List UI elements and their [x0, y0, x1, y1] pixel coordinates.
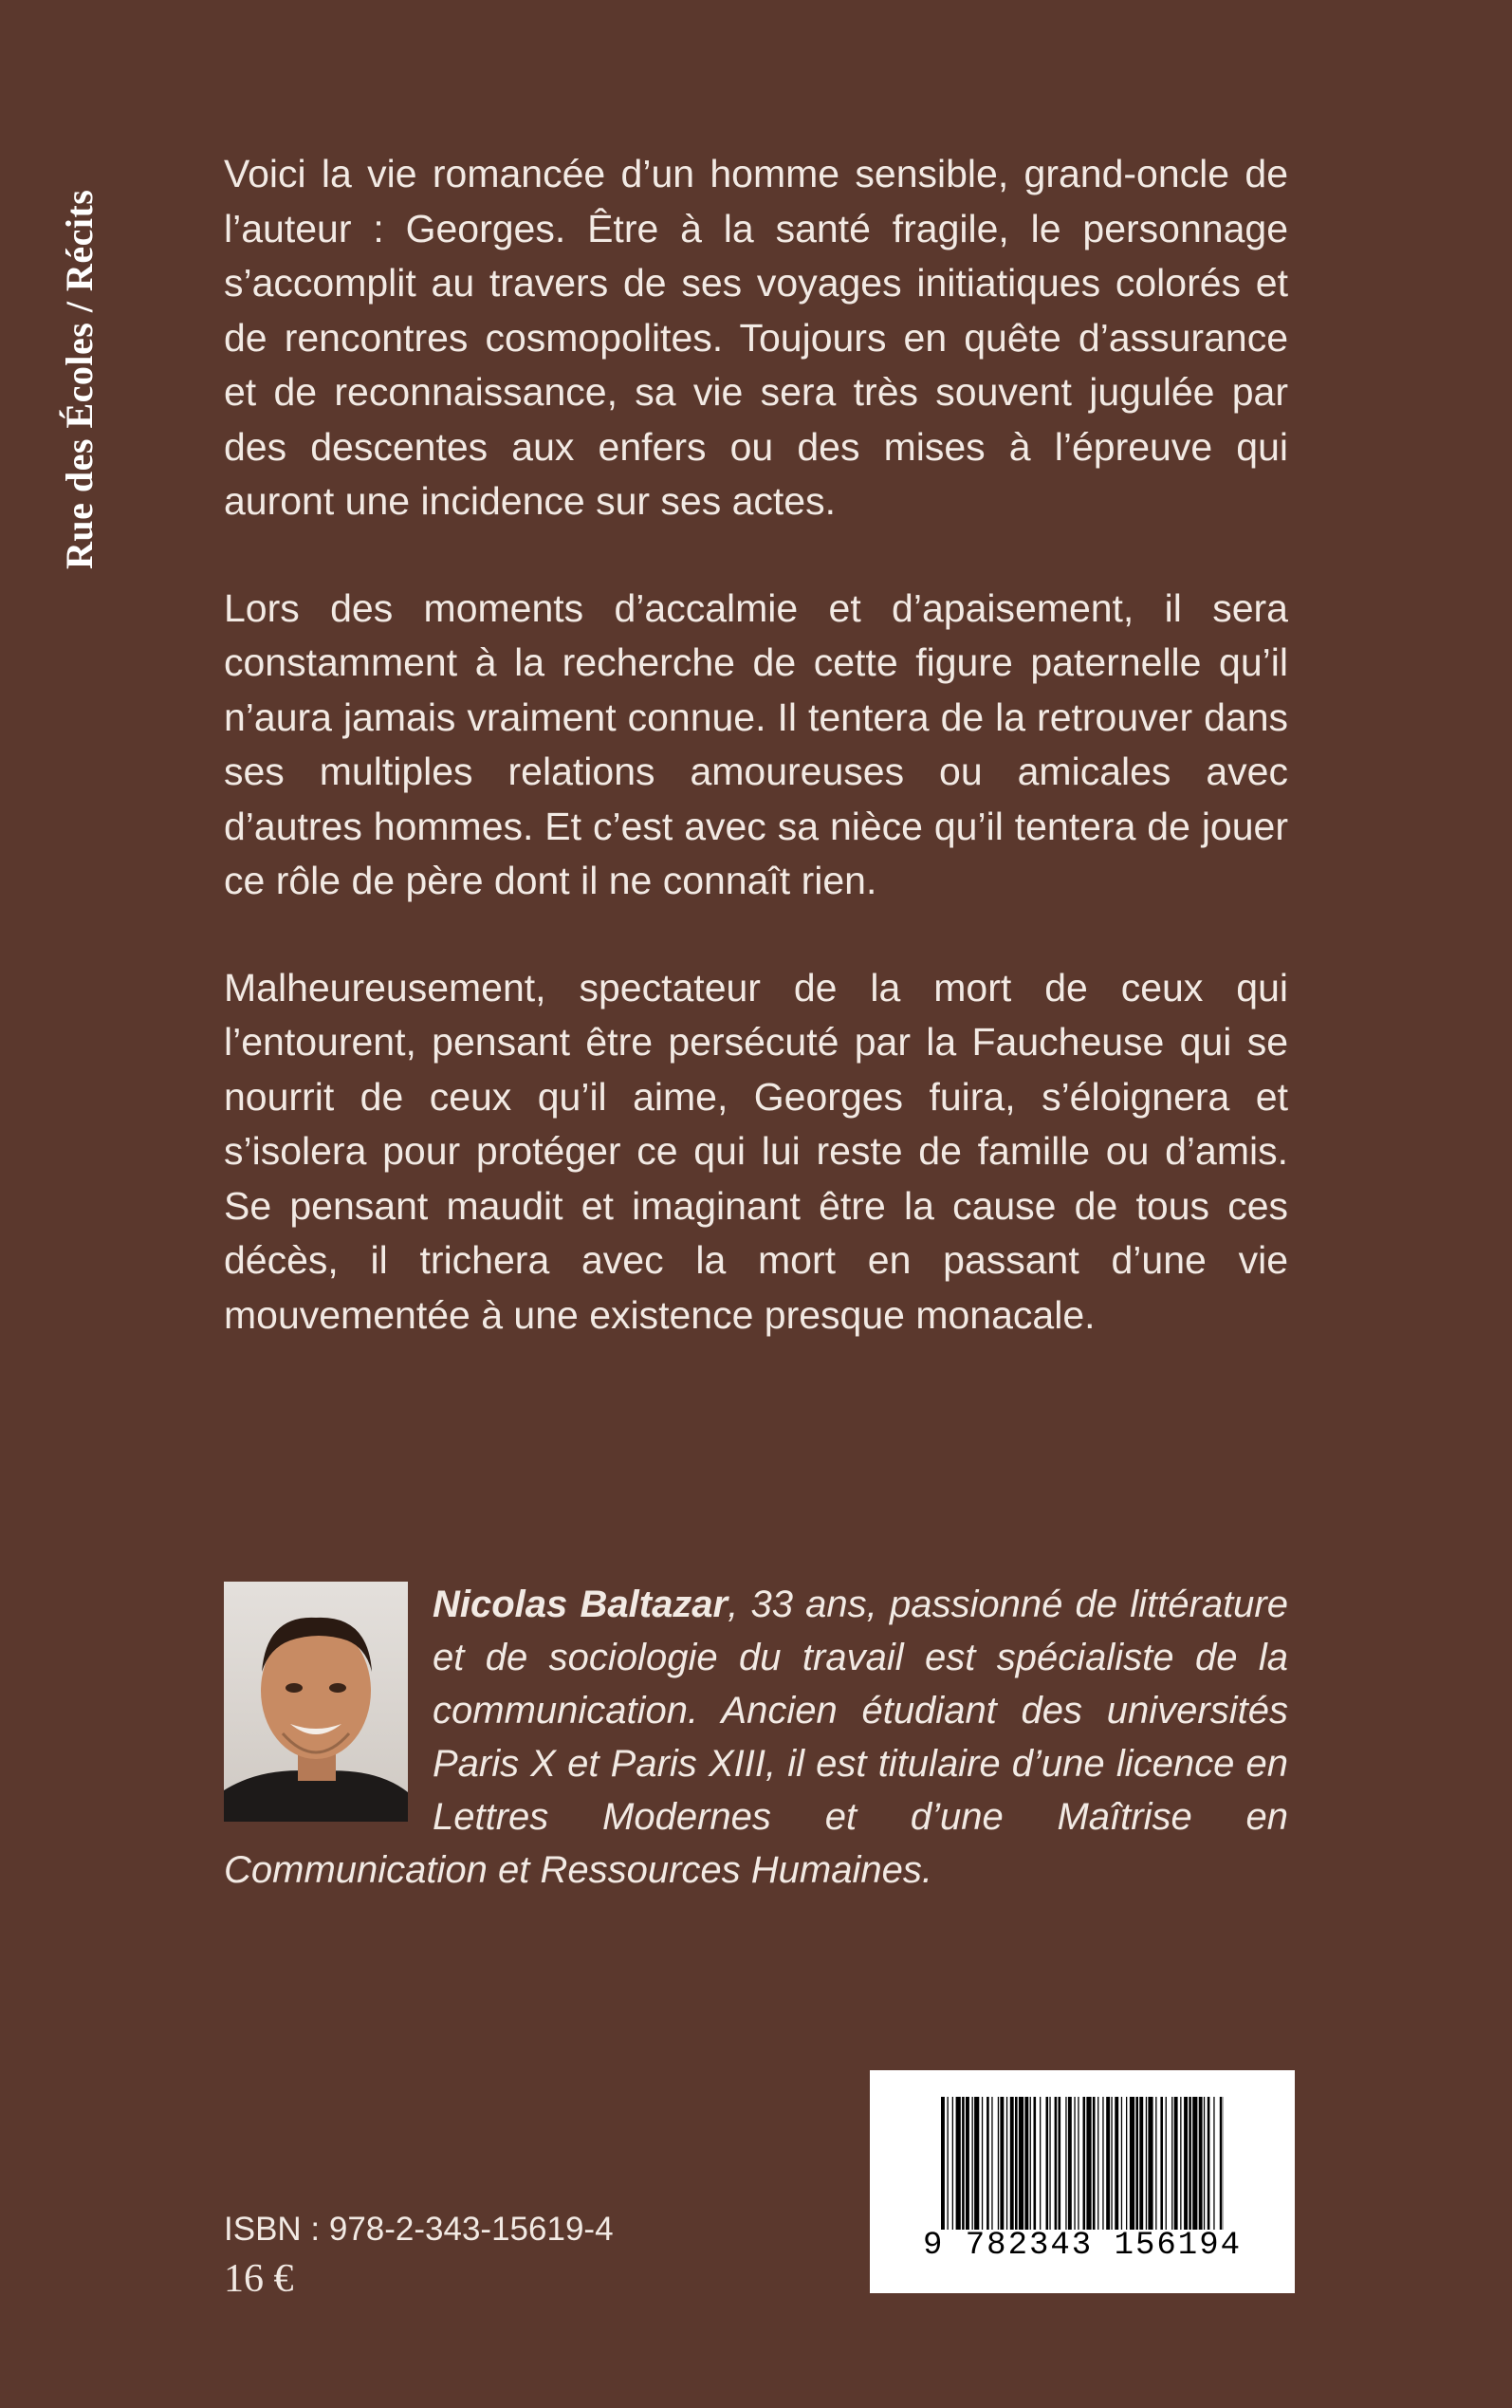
barcode-bar [1166, 2097, 1167, 2230]
isbn-barcode [870, 2070, 1295, 2293]
barcode-bar [1148, 2097, 1152, 2230]
barcode-bar [948, 2097, 949, 2230]
price: 16 € [224, 2257, 294, 2301]
barcode-bar [1180, 2097, 1181, 2230]
barcode-bar [998, 2097, 999, 2230]
barcode-bar [1030, 2097, 1031, 2230]
barcode-bar [1074, 2097, 1075, 2230]
barcode-bar [1115, 2097, 1118, 2230]
author-photo [224, 1582, 408, 1822]
barcode-bar [1121, 2097, 1122, 2230]
barcode-bar [1000, 2097, 1004, 2230]
barcode-bar [1102, 2097, 1103, 2230]
barcode-bar [1040, 2097, 1041, 2230]
barcode-bar [1010, 2097, 1014, 2230]
barcode-bar [1220, 2097, 1223, 2230]
barcode-bar [1083, 2097, 1086, 2230]
barcode-bar [1126, 2097, 1127, 2230]
barcode-bar [1019, 2097, 1023, 2230]
barcode-bar [1034, 2097, 1037, 2230]
barcode-bar [1055, 2097, 1058, 2230]
spine-series-label: Rue des Écoles / Récits [58, 189, 101, 569]
barcode-bar [1065, 2097, 1066, 2230]
back-cover-summary [224, 147, 1288, 1395]
isbn-number: ISBN : 978-2-343-15619-4 [224, 2211, 614, 2248]
barcode-bar [1171, 2097, 1172, 2230]
barcode-bar [1199, 2097, 1203, 2230]
barcode-bar [1024, 2097, 1028, 2230]
barcode-bar [1015, 2097, 1018, 2230]
barcode-bar [1097, 2097, 1098, 2230]
barcode-bar [982, 2097, 983, 2230]
summary-paragraph-3: Malheureusement, spectateur de la mort de ceux qui l’entourent, pensant être persécuté par la Faucheuse qui se nourrit de ceux qu’il aime, Georges fuira, s’éloignera et s’isolera pour protéger ce qui lui reste de famille ou d’amis. Se pensant maudit et imaginant être la cause de tous ces décès, il trichera avec la mort en passant d’une vie mouvementée à une existence presque monacale. [224, 965, 1288, 1337]
barcode-bar [972, 2097, 973, 2230]
barcode-bar [1093, 2097, 1096, 2230]
barcode-bar [1086, 2097, 1091, 2230]
barcode-bar [1111, 2097, 1112, 2230]
barcode-bar [1135, 2097, 1138, 2230]
barcode-bar [1208, 2097, 1210, 2230]
barcode-bar [1213, 2097, 1214, 2230]
barcode-bar [1049, 2097, 1050, 2230]
barcode-bar [1160, 2097, 1163, 2230]
barcode-bar [1155, 2097, 1156, 2230]
barcode-bar [1068, 2097, 1072, 2230]
barcode-bar [1192, 2097, 1197, 2230]
barcode-bar [1046, 2097, 1049, 2230]
barcode-bar [962, 2097, 965, 2230]
barcode-bar [1139, 2097, 1143, 2230]
barcode-digits: 9 782343 156194 [922, 2228, 1243, 2264]
summary-paragraph-2: Lors des moments d’accalmie et d’apaisement, il sera constamment à la recherche de cette figure paternelle qu’il n’aura jamais vraiment connue. Il tentera de la retrouver dans ses multiples relations amoureuses ou amicales avec d’autres hommes. Et c’est avec sa nièce qu’il tentera de jouer ce rôle de père dont il ne connaît rien. [224, 585, 1288, 902]
barcode-bar [1106, 2097, 1110, 2230]
barcode-bar [1204, 2097, 1205, 2230]
barcode-bar [991, 2097, 992, 2230]
barcode-bar [1184, 2097, 1188, 2230]
barcode-bar [1174, 2097, 1178, 2230]
barcode-bar [1130, 2097, 1134, 2230]
summary-paragraph-1: Voici la vie romancée d’un homme sensible, grand-oncle de l’auteur : Georges. Être à la santé fragile, le personnage s’accomplit au travers de ses voyages initiatiques colorés et de rencontres cosmopolites. Toujours en quête d’assurance et de reconnaissance, sa vie sera très souvent jugulée par des descentes aux enfers ou des mises à l’épreuve qui auront une incidence sur ses actes. [224, 152, 1288, 523]
barcode-bar [1059, 2097, 1061, 2230]
author-bio-block [224, 1578, 1288, 1897]
barcode-bar [956, 2097, 961, 2230]
barcode-bar [1146, 2097, 1147, 2230]
barcode-bar [952, 2097, 953, 2230]
author-bio: , 33 ans, passionné de littérature et de sociologie du travail est spécialiste de la communication. Ancien étudiant des universités Paris X et Paris XIII, il est titulaire d’une licence en Lettres Modernes et d’une Maîtrise en Communication et Ressources Humaines. [224, 1584, 1288, 1891]
barcode-bar [986, 2097, 989, 2230]
barcode-bars [941, 2097, 1224, 2230]
barcode-bar [974, 2097, 979, 2230]
barcode-bar [1078, 2097, 1079, 2230]
barcode-bar [966, 2097, 969, 2230]
barcode-bar [1189, 2097, 1191, 2230]
barcode-bar [941, 2097, 945, 2230]
author-name: Nicolas Baltazar [433, 1584, 728, 1625]
barcode-bar [1006, 2097, 1007, 2230]
